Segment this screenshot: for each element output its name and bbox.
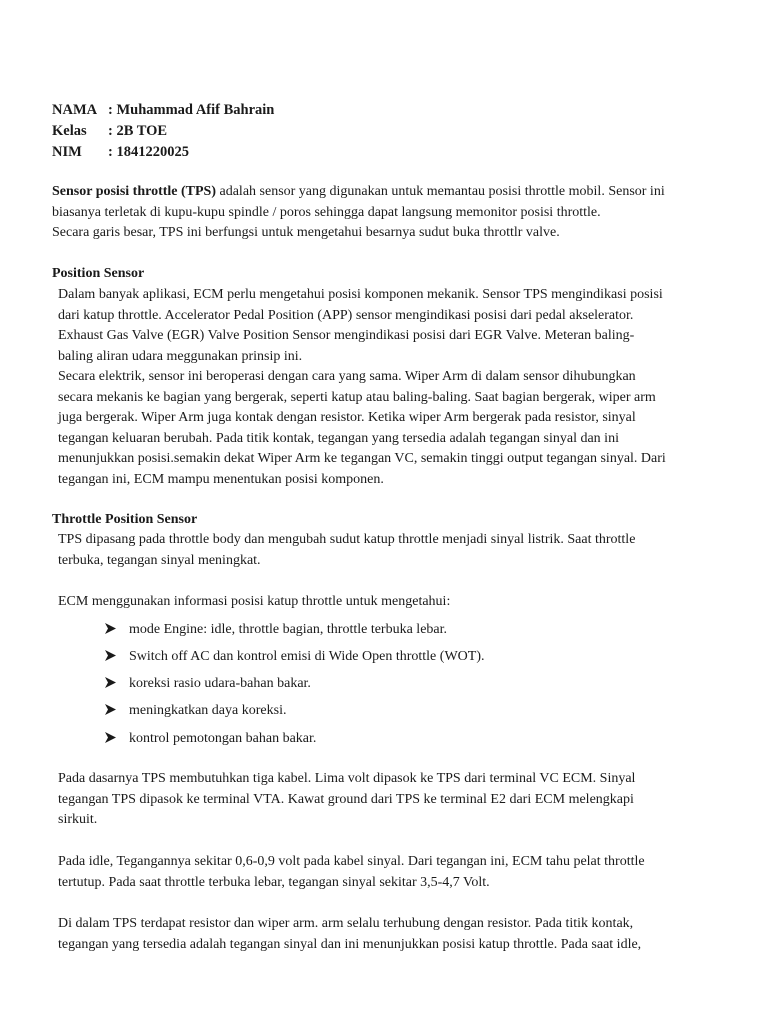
bullet-text: Switch off AC dan kontrol emisi di Wide Open throttle (WOT). bbox=[129, 649, 485, 664]
intro-line-3: Secara garis besar, TPS ini berfungsi untuk mengetahui besarnya sudut buka throttlr valve. bbox=[52, 225, 560, 240]
position-sensor-line: Exhaust Gas Valve (EGR) Valve Position Sensor mengindikasi posisi dari EGR Valve. Meteran baling- bbox=[58, 328, 635, 343]
cable-line: sirkuit. bbox=[58, 812, 98, 827]
position-sensor-line: dari katup throttle. Accelerator Pedal Position (APP) sensor mengindikasi posisi dari pedal akselerator. bbox=[58, 307, 634, 323]
throttle-sensor-line: TPS dipasang pada throttle body dan mengubah sudut katup throttle menjadi sinyal listrik. Saat throttle bbox=[58, 532, 636, 547]
cable-line: Pada dasarnya TPS membutuhkan tiga kabel. Lima volt dipasok ke TPS dari terminal VC ECM. Sinyal bbox=[58, 771, 636, 786]
position-sensor-line: baling aliran udara meggunakan prinsip ini. bbox=[58, 348, 303, 364]
list-item bbox=[104, 701, 286, 721]
list-item bbox=[104, 647, 484, 667]
position-sensor-line: menunjukkan posisi.semakin dekat Wiper Arm ke tegangan VC, semakin tinggi output tegangan sinyal. Dari bbox=[58, 451, 666, 466]
resistor-paragraph bbox=[58, 914, 641, 955]
intro-paragraph bbox=[52, 182, 665, 244]
intro-line-1 bbox=[52, 182, 665, 203]
nim-value: : 1841220025 bbox=[108, 144, 189, 160]
nim-row bbox=[52, 142, 189, 162]
position-sensor-line: Secara elektrik, sensor ini beroperasi dengan cara yang sama. Wiper Arm di dalam sensor dihubungkan bbox=[58, 369, 636, 384]
position-sensor-heading: Position Sensor bbox=[52, 266, 145, 281]
bullet-text: kontrol pemotongan bahan bakar. bbox=[129, 731, 317, 746]
resistor-line: Di dalam TPS terdapat resistor dan wiper arm. arm selalu terhubung dengan resistor. Pada titik kontak, bbox=[58, 916, 634, 931]
throttle-sensor-heading: Throttle Position Sensor bbox=[52, 512, 198, 527]
cable-line: tegangan TPS dipasok ke terminal VTA. Kawat ground dari TPS ke terminal E2 dari ECM melengkapi bbox=[58, 791, 634, 807]
ecm-intro-text bbox=[58, 592, 450, 613]
idle-line: Pada idle, Tegangannya sekitar 0,6-0,9 volt pada kabel sinyal. Dari tegangan ini, ECM tahu pelat throttle bbox=[58, 854, 645, 869]
arrowhead-bullet-icon bbox=[104, 733, 129, 744]
nama-value: : Muhammad Afif Bahrain bbox=[108, 102, 275, 118]
cable-paragraph bbox=[58, 769, 635, 831]
kelas-row bbox=[52, 121, 167, 141]
arrowhead-bullet-icon bbox=[104, 624, 129, 635]
throttle-sensor-paragraph bbox=[58, 530, 635, 571]
arrowhead-bullet-icon bbox=[104, 651, 129, 662]
nim-label: NIM bbox=[52, 144, 82, 160]
bullet-text: mode Engine: idle, throttle bagian, throttle terbuka lebar. bbox=[129, 622, 448, 637]
idle-paragraph bbox=[58, 852, 645, 893]
kelas-label: Kelas bbox=[52, 123, 87, 139]
intro-line-1-rest: adalah sensor yang digunakan untuk memantau posisi throttle mobil. Sensor ini bbox=[216, 184, 665, 199]
nama-label: NAMA bbox=[52, 102, 98, 118]
nama-row bbox=[52, 100, 274, 120]
position-sensor-line: Dalam banyak aplikasi, ECM perlu mengetahui posisi komponen mekanik. Sensor TPS mengindikasi posisi bbox=[58, 287, 663, 302]
bullet-text: meningkatkan daya koreksi. bbox=[129, 703, 287, 718]
position-sensor-line: tegangan keluaran berubah. Pada titik kontak, tegangan yang tersedia adalah tegangan sinyal dan ini bbox=[58, 430, 619, 446]
position-sensor-paragraph bbox=[58, 285, 666, 490]
position-sensor-line: tegangan ini, ECM mampu menentukan posisi komponen. bbox=[58, 471, 384, 487]
list-item bbox=[104, 729, 316, 749]
throttle-sensor-line: terbuka, tegangan sinyal meningkat. bbox=[58, 552, 261, 568]
idle-line: tertutup. Pada saat throttle terbuka lebar, tegangan sinyal sekitar 3,5-4,7 Volt. bbox=[58, 874, 490, 890]
bullet-text: koreksi rasio udara-bahan bakar. bbox=[129, 676, 311, 691]
position-sensor-line: secara mekanis ke bagian yang bergerak, seperti katup atau baling-baling. Saat bagian bergerak, wiper arm bbox=[58, 389, 656, 405]
arrowhead-bullet-icon bbox=[104, 705, 129, 716]
resistor-line: tegangan yang tersedia adalah tegangan sinyal dan ini menunjukkan posisi katup throttle. Pada saat idle, bbox=[58, 936, 642, 952]
intro-line-2: biasanya terletak di kupu-kupu spindle / poros sehingga dapat langsung memonitor posisi throttle. bbox=[52, 204, 601, 220]
position-sensor-line: juga bergerak. Wiper Arm juga kontak dengan resistor. Ketika wiper Arm bergerak pada resistor, sinyal bbox=[58, 410, 636, 425]
intro-term: Sensor posisi throttle (TPS) bbox=[52, 184, 216, 199]
list-item bbox=[104, 674, 311, 694]
list-item bbox=[104, 620, 447, 640]
arrowhead-bullet-icon bbox=[104, 678, 129, 689]
kelas-value: : 2B TOE bbox=[108, 123, 168, 139]
ecm-intro-line: ECM menggunakan informasi posisi katup throttle untuk mengetahui: bbox=[58, 594, 451, 609]
